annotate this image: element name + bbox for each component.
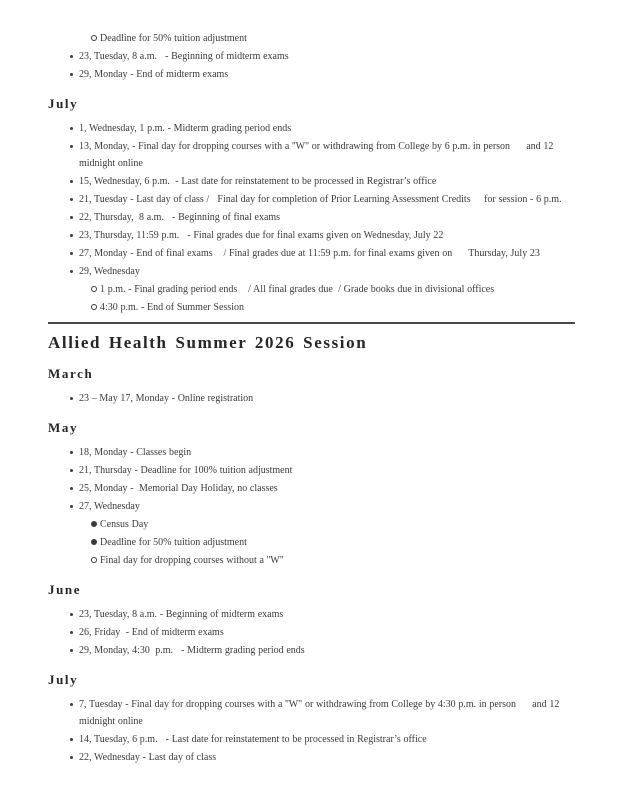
month-heading: March (48, 366, 94, 381)
calendar-entry (48, 263, 575, 280)
calendar-entry (48, 731, 575, 748)
circle-bullet-icon (91, 299, 100, 316)
calendar-list (48, 696, 575, 766)
circle-bullet-icon (91, 30, 100, 47)
dot-bullet-icon (70, 480, 79, 497)
entry-text: 29, Monday, 4:30 p.m. - Midterm grading period ends (79, 645, 305, 656)
entry-text: 29, Wednesday (79, 266, 140, 277)
calendar-entry (48, 749, 575, 766)
entry-text: Deadline for 50% tuition adjustment (100, 537, 247, 548)
calendar-entry (48, 624, 575, 641)
calendar-entry (48, 209, 575, 226)
calendar-entry (48, 245, 575, 262)
calendar-entry (48, 534, 575, 551)
calendar-list (48, 390, 575, 407)
entry-text: 18, Monday - Classes begin (79, 447, 192, 458)
calendar-entry (48, 120, 575, 137)
circle-bullet-icon (91, 552, 100, 569)
calendar-entry (48, 480, 575, 497)
calendar-list (48, 606, 575, 659)
circle-bullet-icon (91, 281, 100, 298)
dot-bullet-icon (70, 606, 79, 623)
calendar-entry (48, 390, 575, 407)
calendar-entry (48, 552, 575, 569)
entry-text: 23, Tuesday, 8 a.m. - Beginning of midterm exams (79, 51, 289, 62)
entry-text: 27, Monday - End of final exams / Final grades due at 11:59 p.m. for final exams given on Thursday, July 23 (79, 248, 540, 259)
dot-bullet-icon (70, 66, 79, 83)
entry-text: 1 p.m. - Final grading period ends / All final grades due / Grade books due in divisional offices (100, 284, 495, 295)
calendar-entry (48, 66, 575, 83)
entry-text: 27, Wednesday (79, 501, 140, 512)
filled-bullet-icon (91, 516, 100, 533)
dot-bullet-icon (70, 48, 79, 65)
entry-text: Deadline for 50% tuition adjustment (100, 33, 247, 44)
entry-text: 22, Wednesday - Last day of class (79, 752, 217, 763)
dot-bullet-icon (70, 173, 79, 190)
dot-bullet-icon (70, 731, 79, 748)
dot-bullet-icon (70, 642, 79, 659)
entry-text: 23, Tuesday, 8 a.m. - Beginning of midterm exams (79, 609, 284, 620)
entry-text: 14, Tuesday, 6 p.m. - Last date for reinstatement to be processed in Registrar’s office (79, 734, 427, 745)
dot-bullet-icon (70, 245, 79, 262)
section-divider (48, 322, 575, 324)
dot-bullet-icon (70, 749, 79, 766)
entry-text: 23 – May 17, Monday - Online registration (79, 393, 254, 404)
dot-bullet-icon (70, 209, 79, 226)
entry-text: 29, Monday - End of midterm exams (79, 69, 229, 80)
calendar-entry (48, 281, 575, 298)
calendar-entry (48, 516, 575, 533)
month-heading: May (48, 420, 79, 435)
entry-text: 13, Monday, - Final day for dropping courses with a ''W" or withdrawing from College by 6 p.m. in person and 12 midnight online (79, 141, 557, 169)
calendar-entry (48, 173, 575, 190)
filled-bullet-icon (91, 534, 100, 551)
calendar-entry (48, 299, 575, 316)
entry-text: 4:30 p.m. - End of Summer Session (100, 302, 244, 313)
calendar-entry (48, 462, 575, 479)
entry-text: Final day for dropping courses without a ''W" (100, 555, 284, 566)
entry-text: 26, Friday - End of midterm exams (79, 627, 224, 638)
calendar-entry (48, 642, 575, 659)
dot-bullet-icon (70, 696, 79, 730)
calendar-entry (48, 498, 575, 515)
entry-text: 7, Tuesday - Final day for dropping courses with a ''W" or withdrawing from College by 4:30 p.m. in person and 12 midnight online (79, 699, 563, 727)
dot-bullet-icon (70, 462, 79, 479)
calendar-list (48, 30, 575, 83)
entry-text: Census Day (100, 519, 149, 530)
entry-text: 22, Thursday, 8 a.m. - Beginning of final exams (79, 212, 281, 223)
dot-bullet-icon (70, 191, 79, 208)
calendar-entry (48, 138, 575, 172)
calendar-entry (48, 606, 575, 623)
entry-text: 25, Monday - Memorial Day Holiday, no classes (79, 483, 278, 494)
month-heading: July (48, 96, 79, 111)
dot-bullet-icon (70, 138, 79, 172)
month-heading: July (48, 672, 79, 687)
entry-text: 21, Tuesday - Last day of class / Final day for completion of Prior Learning Assessment Credits for session - 6 p.m. (79, 194, 562, 205)
dot-bullet-icon (70, 444, 79, 461)
entry-text: 23, Thursday, 11:59 p.m. - Final grades due for final exams given on Wednesday, July 22 (79, 230, 444, 241)
calendar-entry (48, 30, 575, 47)
calendar-entry (48, 227, 575, 244)
dot-bullet-icon (70, 263, 79, 280)
calendar-entry (48, 48, 575, 65)
dot-bullet-icon (70, 390, 79, 407)
dot-bullet-icon (70, 498, 79, 515)
dot-bullet-icon (70, 624, 79, 641)
session-title: Allied Health Summer 2026 Session (48, 333, 368, 352)
calendar-entry (48, 191, 575, 208)
calendar-list (48, 444, 575, 569)
entry-text: 1, Wednesday, 1 p.m. - Midterm grading period ends (79, 123, 292, 134)
dot-bullet-icon (70, 227, 79, 244)
calendar-entry (48, 444, 575, 461)
entry-text: 21, Thursday - Deadline for 100% tuition adjustment (79, 465, 293, 476)
dot-bullet-icon (70, 120, 79, 137)
document-body (48, 30, 575, 766)
calendar-list (48, 120, 575, 316)
calendar-entry (48, 696, 575, 730)
entry-text: 15, Wednesday, 6 p.m. - Last date for reinstatement to be processed in Registrar’s office (79, 176, 437, 187)
month-heading: June (48, 582, 82, 597)
